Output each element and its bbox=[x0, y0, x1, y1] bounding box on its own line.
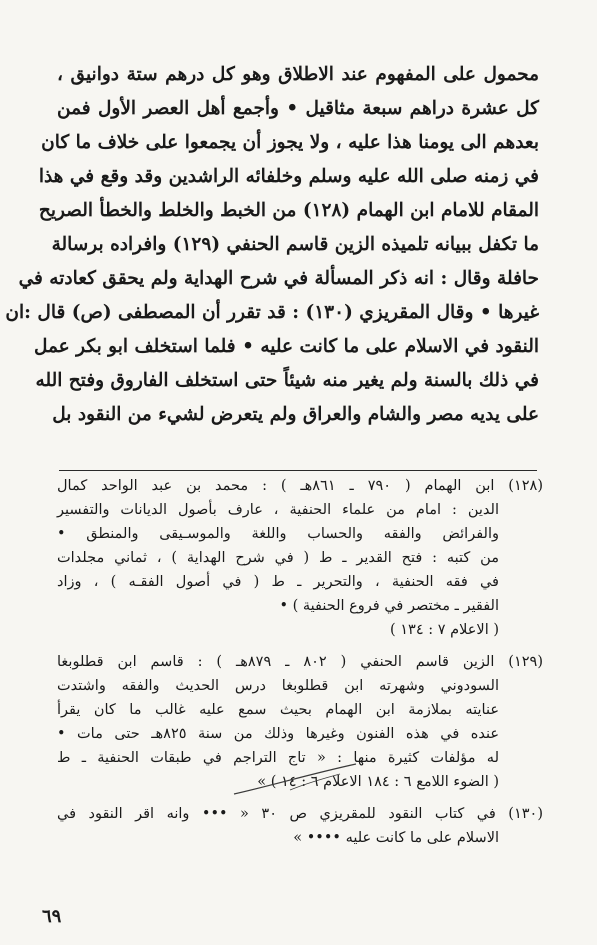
text-line: حافلة وقال : انه ذكر المسألة في شرح الهداية ولم يحقق كعادته في bbox=[18, 268, 539, 289]
text-line: على يديه مصر والشام والعراق ولم يتعرض لشيء من النقود بل bbox=[52, 404, 539, 425]
footnote-128 bbox=[57, 474, 543, 642]
text-line: غيرها • وقال المقريزي (١٣٠) : قد تقرر أن المصطفى (ص) قال :ان bbox=[5, 302, 539, 323]
text-line: كل عشرة دراهم سبعة مثاقيل • وأجمع أهل العصر الأول فمن bbox=[57, 98, 539, 119]
footnote-line: والفرائض والفقه والحساب واللغة والموسـيقى والمنطق • bbox=[57, 526, 499, 542]
footnote-line: من كتبه : فتح القدير ـ ط ( في شرح الهداية ) ، ثماني مجلدات bbox=[57, 550, 499, 566]
footnote-line: ( الضوء اللامع ٦ : ١٨٤ الاعلام ٦ : ١٤ ) » bbox=[257, 774, 499, 790]
pen-mark bbox=[230, 760, 360, 800]
text-line: المقام للامام ابن الهمام (١٢٨) من الخبط والخلط والخطأ الصريح bbox=[38, 200, 539, 221]
footnotes bbox=[57, 474, 543, 858]
footnote-line: في فقه الحنفية ، والتحرير ـ ط ( في أصول الفقـه ) ، وزاد bbox=[57, 574, 499, 590]
footnote-line: عنايته بملازمة ابن الهمام بحيث سمع عليه غالب ما كان يقرأ bbox=[57, 702, 499, 718]
footnote-line: له مؤلفات كثيرة منها : « تاج التراجم في طبقات الحنفية ـ ط bbox=[57, 750, 499, 766]
text-line: في ذلك بالسنة ولم يغير منه شيئاً حتى استخلف الفاروق وفتح الله bbox=[35, 370, 539, 391]
footnote-line: (١٢٩) الزين قاسم الحنفي ( ٨٠٢ ـ ٨٧٩هـ ) : قاسم ابن قطلوبغا bbox=[57, 654, 543, 670]
footnote-line: ( الاعلام ٧ : ١٣٤ ) bbox=[389, 622, 499, 638]
footnote-line: الدين : امام من علماء الحنفية ، عارف بأصول الديانات والتفسير bbox=[57, 502, 499, 518]
text-line: بعدهم الى يومنا هذا عليه ، ولا يجوز أن يجمعوا على خلاف ما كان bbox=[41, 132, 539, 153]
text-line: النقود في الاسلام على ما كانت عليه • فلما استخلف ابو بكر عمل bbox=[33, 336, 539, 357]
footnote-line: (١٢٨) ابن الهمام ( ٧٩٠ ـ ٨٦١هـ ) : محمد بن عبد الواحد كمال bbox=[57, 478, 543, 494]
footnote-line: السودوني وشهرته ابن قطلوبغا درس الحديث والفقه واشتدت bbox=[57, 678, 499, 694]
page-number: ٦٩ bbox=[42, 906, 62, 927]
footnote-line: (١٣٠) في كتاب النقود للمقريزي ص ٣٠ « ••• وانه اقر النقود في bbox=[57, 806, 543, 822]
footnote-line: عنده في هذه الفنون وغيرها وذلك من سنة ٨٢٥هـ حتى مات • bbox=[57, 726, 499, 742]
footnote-line: الفقير ـ مختصر في فروع الحنفية ) • bbox=[279, 598, 499, 614]
text-line: ما تكفل ببيانه تلميذه الزين قاسم الحنفي (١٢٩) وافراده برسالة bbox=[51, 234, 539, 255]
footnote-line: الاسلام على ما كانت عليه •••• » bbox=[293, 830, 499, 846]
text-line: في زمنه صلى الله عليه وسلم وخلفائه الراشدين وقد وقع في هذا bbox=[38, 166, 539, 187]
footnote-divider bbox=[59, 470, 537, 471]
main-text bbox=[5, 58, 539, 432]
footnote-130 bbox=[57, 802, 543, 850]
text-line: محمول على المفهوم عند الاطلاق وهو كل درهم ستة دوانيق ، bbox=[57, 64, 539, 85]
